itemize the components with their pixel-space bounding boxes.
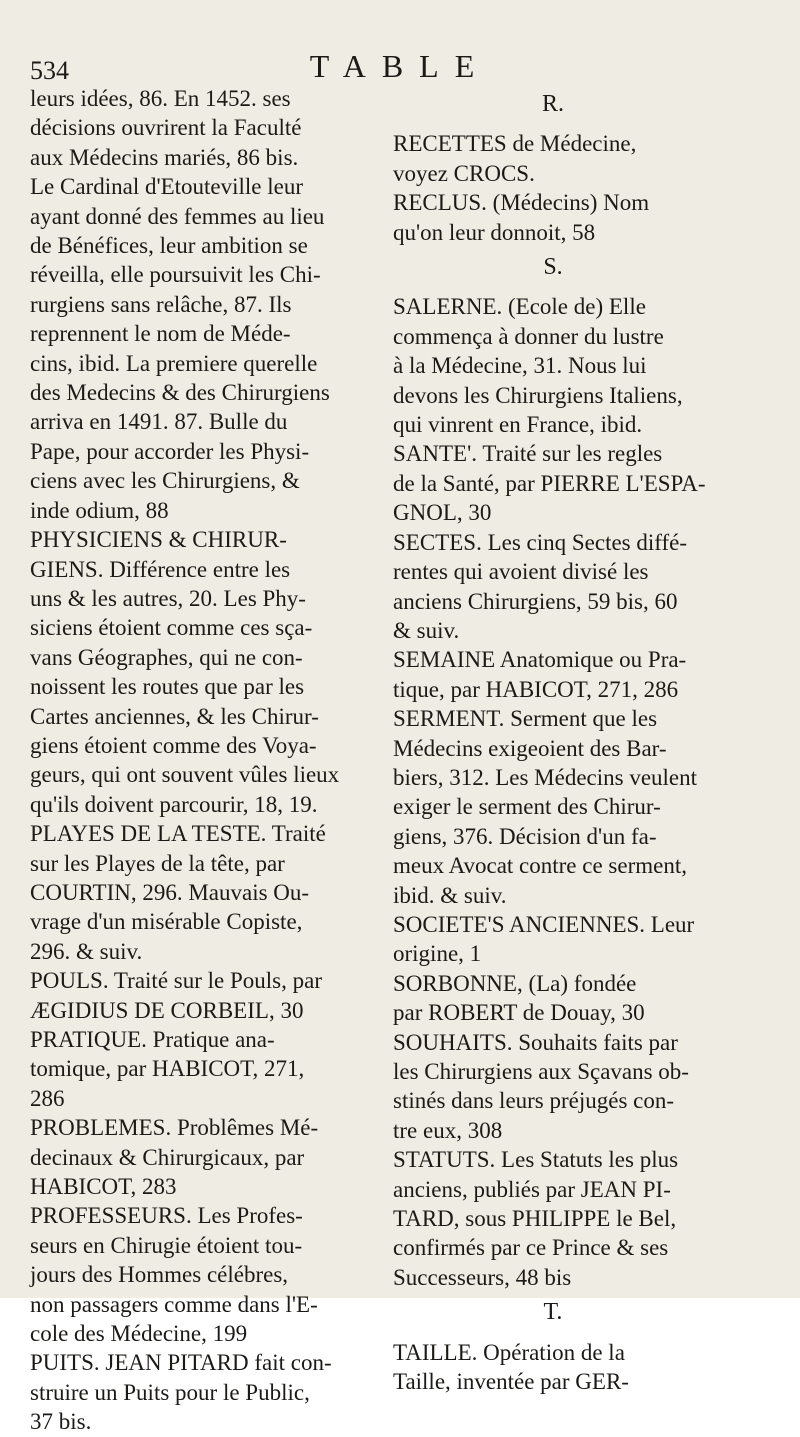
- right-column-s-lines: [393, 292, 713, 1292]
- index-line: PROFESSEURS. Les Profes-: [30, 1203, 303, 1229]
- index-line: par ROBERT de Douay, 30: [393, 1000, 645, 1026]
- index-line: giens, 376. Décision d'un fa-: [393, 823, 657, 849]
- index-line: de Bénéfices, leur ambition se: [30, 233, 308, 259]
- index-line: les Chirurgiens aux Sçavans ob-: [393, 1059, 689, 1084]
- index-line: des Medecins & des Chirurgiens: [30, 380, 330, 406]
- index-line: 37 bis.: [30, 1409, 92, 1435]
- index-line: uns & les autres, 20. Les Phy-: [30, 585, 306, 611]
- index-line: anciens, publiés par JEAN PI-: [393, 1176, 671, 1202]
- index-line: 286: [30, 1085, 65, 1111]
- index-line: GNOL, 30: [393, 500, 492, 526]
- index-line: origine, 1: [393, 941, 482, 967]
- index-line: HABICOT, 283: [30, 1174, 177, 1200]
- section-letter-r: R.: [541, 91, 564, 117]
- index-line: ibid. & suiv.: [393, 882, 507, 908]
- index-line: Successeurs, 48 bis: [393, 1264, 572, 1290]
- index-line: Médecins exigeoient des Bar-: [393, 735, 667, 761]
- index-line: qui vinrent en France, ibid.: [393, 412, 643, 438]
- index-line: leurs idées, 86. En 1452. ses: [30, 86, 291, 111]
- index-line: ÆGIDIUS DE CORBEIL, 30: [30, 997, 304, 1023]
- index-line: SOCIETE'S ANCIENNES. Leur: [393, 911, 695, 937]
- index-line: geurs, qui ont souvent vûles lieux: [30, 762, 340, 788]
- section-letter-s: S.: [543, 254, 563, 281]
- index-line: RECETTES de Médecine,: [393, 131, 637, 157]
- index-line: vans Géographes, qui ne con-: [30, 644, 303, 670]
- index-line: de la Santé, par PIERRE L'ESPA-: [393, 470, 706, 496]
- section-letter-t: T.: [543, 1299, 563, 1326]
- index-line: SOUHAITS. Souhaits faits par: [393, 1029, 678, 1055]
- index-line: seurs en Chirugie étoient tou-: [30, 1232, 303, 1258]
- right-column-t-lines: [393, 1338, 713, 1397]
- index-line: exiger le serment des Chirur-: [393, 794, 661, 820]
- index-line: tomique, par HABICOT, 271,: [30, 1056, 305, 1082]
- index-line: TAILLE. Opération de la: [393, 1339, 625, 1365]
- index-line: & suiv.: [393, 617, 460, 643]
- index-line: ayant donné des femmes au lieu: [30, 203, 325, 229]
- index-line: cins, ibid. La premiere querelle: [30, 350, 318, 376]
- index-line: SORBONNE, (La) fondée: [393, 970, 637, 996]
- index-line: noissent les routes que par les: [30, 674, 305, 700]
- index-line: 296. & suiv.: [30, 938, 143, 964]
- index-line: tre eux, 308: [393, 1117, 503, 1143]
- index-line: SEMAINE Anatomique ou Pra-: [393, 647, 687, 673]
- index-line: devons les Chirurgiens Italiens,: [393, 382, 683, 408]
- index-line: décisions ouvrirent la Faculté: [30, 115, 302, 141]
- index-line: voyez CROCS.: [393, 160, 535, 186]
- index-line: anciens Chirurgiens, 59 bis, 60: [393, 588, 678, 614]
- index-line: TARD, sous PHILIPPE le Bel,: [393, 1206, 677, 1232]
- index-line: non passagers comme dans l'E-: [30, 1291, 318, 1317]
- index-line: ciens avec les Chirurgiens, &: [30, 468, 300, 494]
- index-line: PLAYES DE LA TESTE. Traité: [30, 821, 326, 847]
- index-line: PRATIQUE. Pratique ana-: [30, 1027, 275, 1052]
- index-line: COURTIN, 296. Mauvais Ou-: [30, 879, 310, 905]
- index-line: RECLUS. (Médecins) Nom: [393, 190, 650, 216]
- index-line: vrage d'un misérable Copiste,: [30, 909, 303, 935]
- index-line: aux Médecins mariés, 86 bis.: [30, 144, 299, 170]
- index-line: biers, 312. Les Médecins veulent: [393, 764, 698, 790]
- index-line: PHYSICIENS & CHIRUR-: [30, 527, 287, 553]
- index-line: rentes qui avoient divisé les: [393, 559, 649, 585]
- index-line: jours des Hommes célébres,: [30, 1262, 289, 1288]
- index-line: arriva en 1491. 87. Bulle du: [30, 409, 288, 435]
- index-line: PUITS. JEAN PITARD fait con-: [30, 1350, 332, 1376]
- index-line: stinés dans leurs préjugés con-: [393, 1088, 675, 1114]
- left-column-lines: [30, 84, 365, 1437]
- index-line: tique, par HABICOT, 271, 286: [393, 676, 679, 702]
- index-line: réveilla, elle poursuivit les Chi-: [30, 262, 321, 288]
- index-line: qu'ils doivent parcourir, 18, 19.: [30, 791, 318, 817]
- index-line: à la Médecine, 31. Nous lui: [393, 353, 647, 379]
- index-line: commença à donner du lustre: [393, 323, 664, 349]
- index-line: SECTES. Les cinq Sectes diffé-: [393, 529, 688, 555]
- right-column-r-lines: [393, 129, 713, 247]
- index-line: GIENS. Différence entre les: [30, 556, 291, 582]
- index-line: Le Cardinal d'Etouteville leur: [30, 174, 304, 200]
- index-line: SERMENT. Serment que les: [393, 706, 658, 732]
- index-line: giens étoient comme des Voya-: [30, 732, 317, 758]
- index-line: qu'on leur donnoit, 58: [393, 219, 596, 245]
- index-line: meux Avocat contre ce serment,: [393, 853, 687, 879]
- index-line: sur les Playes de la tête, par: [30, 850, 285, 876]
- index-line: Cartes anciennes, & les Chirur-: [30, 703, 319, 729]
- index-line: SALERNE. (Ecole de) Elle: [393, 294, 646, 320]
- index-line: inde odium, 88: [30, 497, 169, 523]
- left-column: [30, 84, 365, 1437]
- index-line: siciens étoient comme ces sça-: [30, 615, 313, 641]
- index-line: STATUTS. Les Statuts les plus: [393, 1147, 679, 1173]
- page-number: 534: [30, 56, 69, 85]
- index-line: Taille, inventée par GER-: [393, 1369, 629, 1395]
- index-line: cole des Médecine, 199: [30, 1321, 248, 1347]
- index-line: struire un Puits pour le Public,: [30, 1379, 310, 1405]
- index-line: rurgiens sans relâche, 87. Ils: [30, 291, 292, 317]
- index-line: POULS. Traité sur le Pouls, par: [30, 968, 322, 994]
- index-line: PROBLEMES. Problêmes Mé-: [30, 1115, 319, 1141]
- running-title: TABLE: [309, 48, 491, 84]
- index-line: Pape, pour accorder les Physi-: [30, 438, 310, 464]
- index-line: confirmés par ce Prince & ses: [393, 1235, 669, 1261]
- right-column: [393, 84, 713, 1396]
- index-line: reprennent le nom de Méde-: [30, 321, 291, 347]
- index-line: SANTE'. Traité sur les regles: [393, 441, 663, 467]
- index-line: decinaux & Chirurgicaux, par: [30, 1144, 305, 1170]
